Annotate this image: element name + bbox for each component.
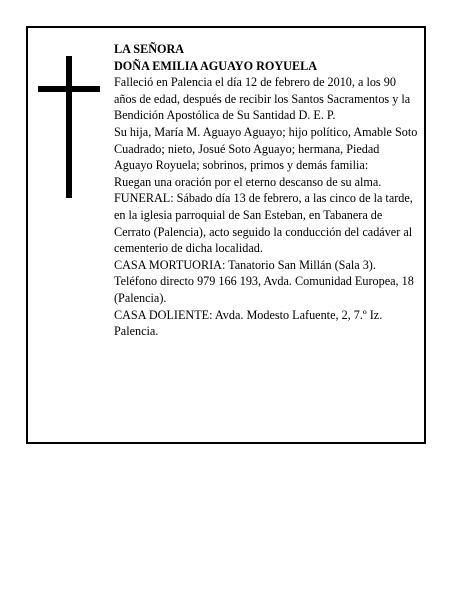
obituary-notice — [26, 26, 426, 444]
funeral-details: FUNERAL: Sábado día 13 de febrero, a las cinco de la tarde, en la iglesia parroquial de San Esteban, en Tabanera de Cerrato (Palencia), acto seguido la conducción del cadáver al cementerio de dicha localidad. — [114, 191, 413, 256]
cross-icon — [38, 56, 100, 198]
notice-title: LA SEÑORA — [114, 42, 185, 56]
notice-text — [114, 41, 418, 340]
family-home-address: CASA DOLIENTE: Avda. Modesto Lafuente, 2, 7.º Iz. Palencia. — [114, 307, 383, 339]
cross-horizontal-bar — [38, 86, 100, 92]
funeral-home-details: CASA MORTUORIA: Tanatorio San Millán (Sala 3). Teléfono directo 979 166 193, Avda. Comunidad Europea, 18 (Palencia). — [114, 257, 414, 305]
deceased-name: DOÑA EMILIA AGUAYO ROYUELA — [114, 58, 318, 73]
family-list: Su hija, María M. Aguayo Aguayo; hijo político, Amable Soto Cuadrado; nieto, Josué Soto Aguayo; hermana, Piedad Aguayo Royuela; sobrinos, primos y demás familia: — [114, 124, 418, 173]
death-announcement: Falleció en Palencia el día 12 de febrero de 2010, a los 90 años de edad, después de recibir los Santos Sacramentos y la Bendición Apostólica de Su Santidad D. E. P. — [114, 75, 411, 123]
prayer-request: Ruegan una oración por el eterno descanso de su alma. — [114, 174, 382, 189]
cross-vertical-bar — [66, 56, 72, 198]
